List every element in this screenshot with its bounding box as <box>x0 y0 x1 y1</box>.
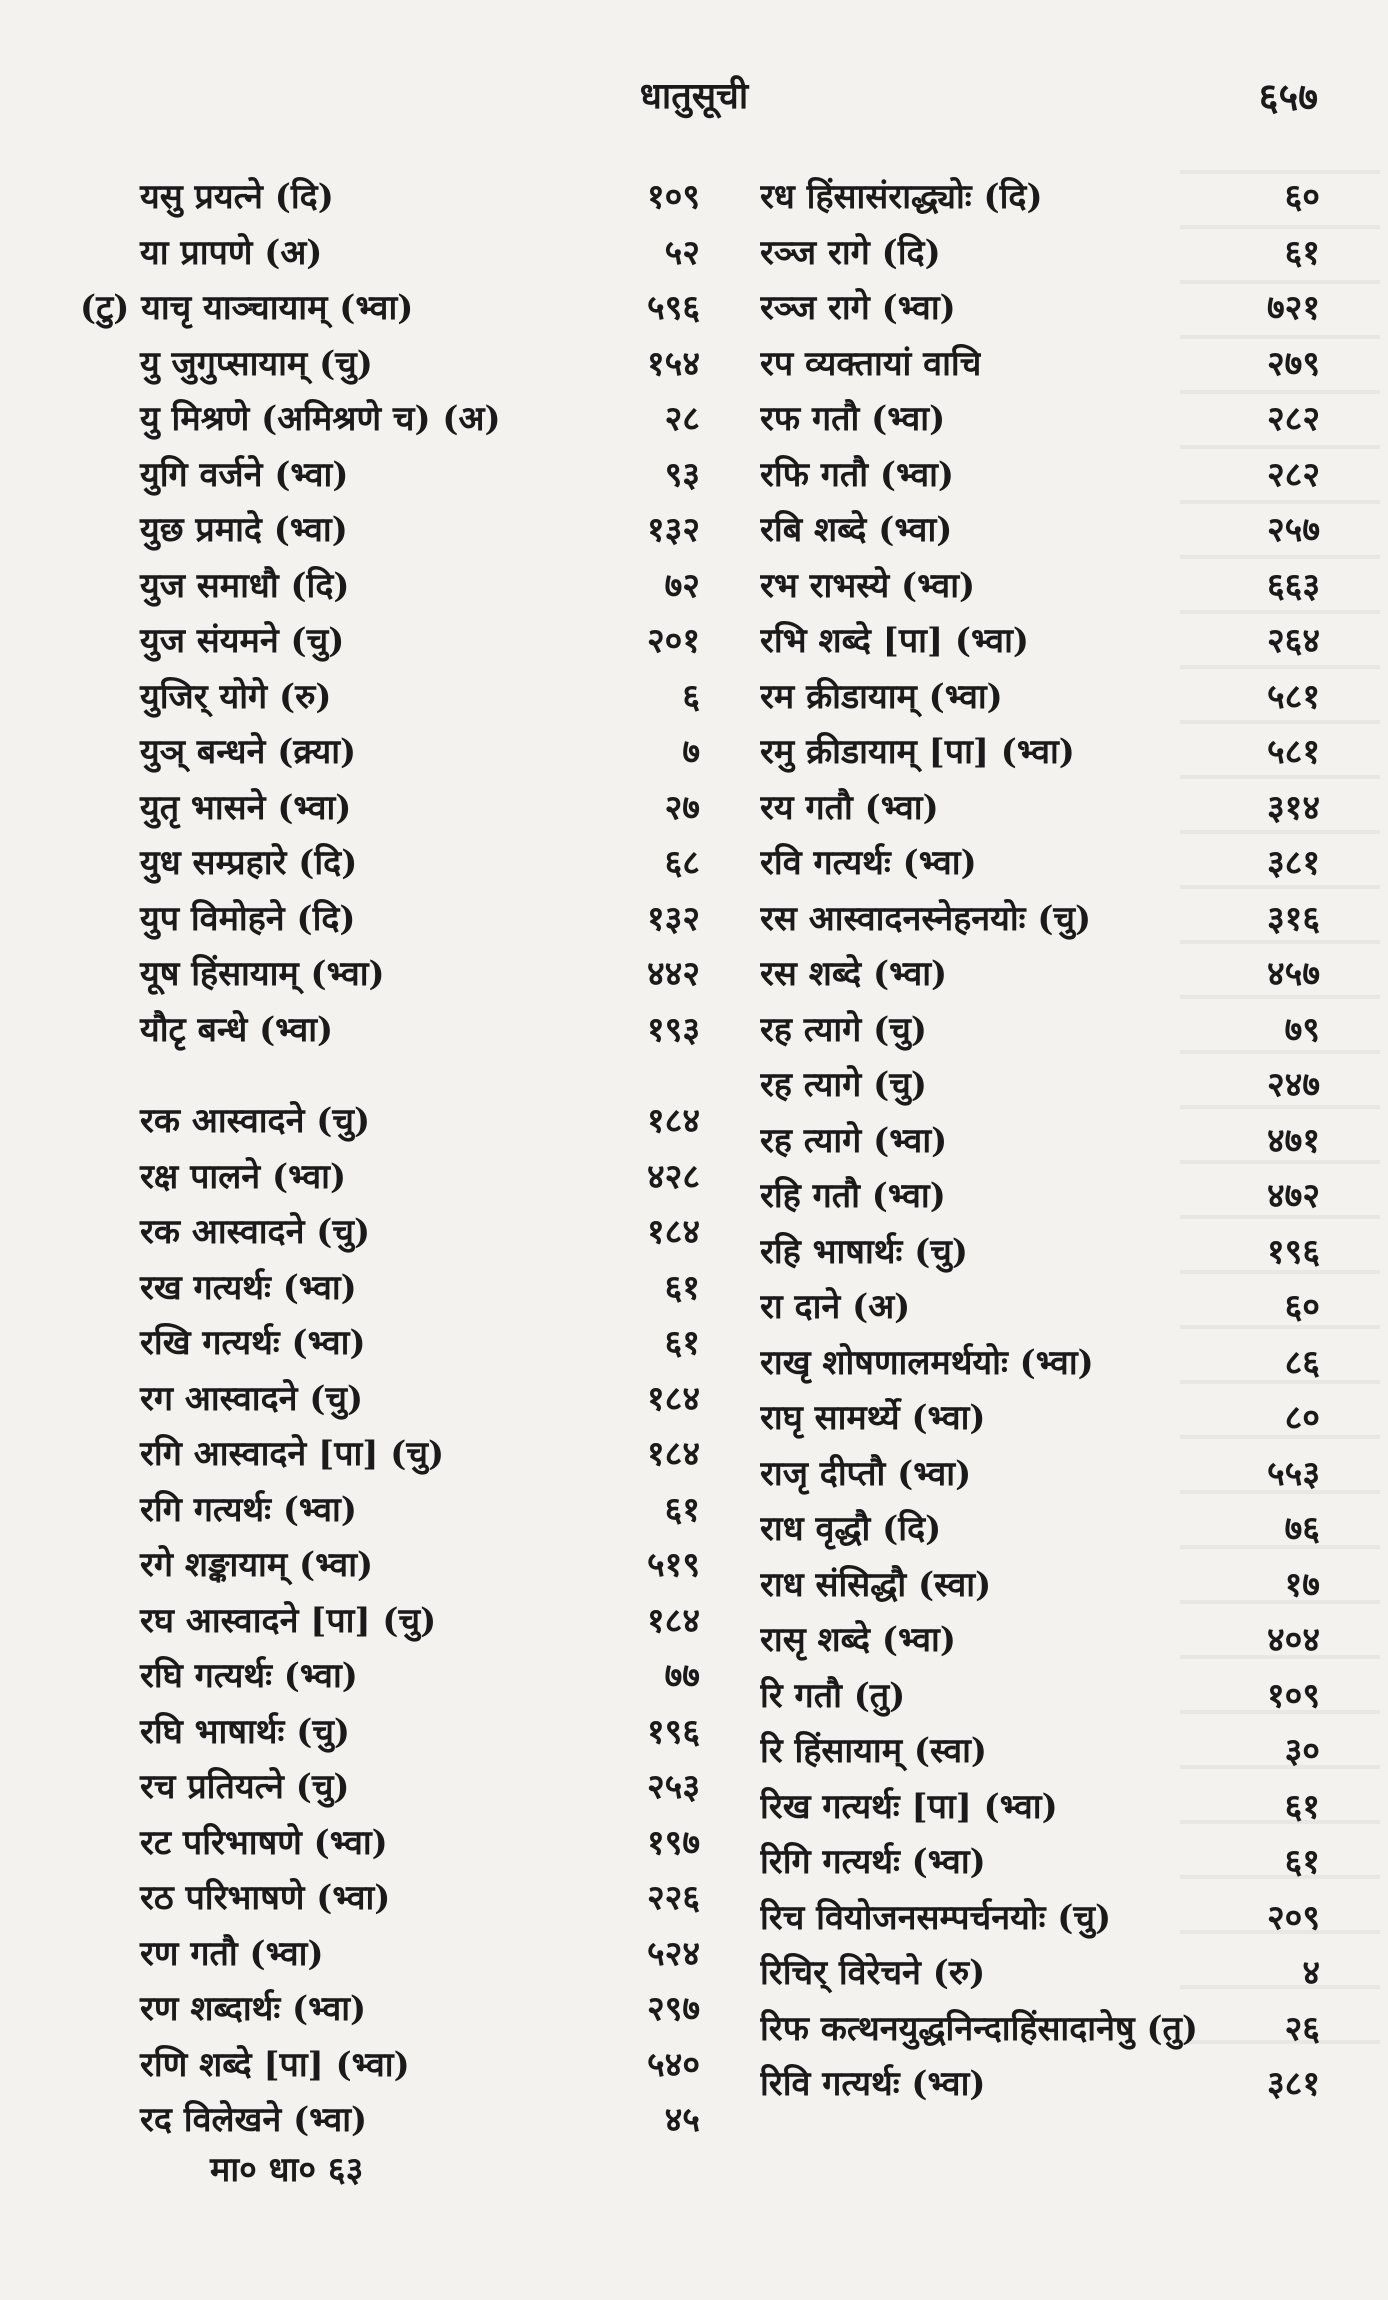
entry-term: रभि शब्दे [पा] (भ्वा) <box>760 621 1029 661</box>
entry-page-ref: ७ <box>682 732 700 772</box>
entry-page-ref: ६० <box>1284 177 1320 217</box>
entry-page-ref: ८६ <box>1284 1342 1320 1383</box>
index-entry <box>760 1114 1320 1170</box>
entry-term: रिफ कत्थनयुद्धनिन्दाहिंसादानेषु (तु) <box>760 2008 1199 2049</box>
index-entry <box>80 670 700 726</box>
entry-term: रम क्रीडायाम् (भ्वा) <box>760 676 1003 717</box>
entry-page-ref: ६१ <box>1284 232 1320 273</box>
entry-term: रखि गत्यर्थः (भ्वा) <box>140 1323 366 1363</box>
entry-term: रफ गतौ (भ्वा) <box>760 399 946 439</box>
index-entry <box>80 1538 700 1594</box>
entry-term: रञ्ज रागे (दि) <box>760 232 941 273</box>
entry-page-ref: ६१ <box>664 1489 700 1530</box>
running-head: धातुसूची <box>639 75 749 117</box>
index-entry <box>80 170 700 226</box>
entry-page-ref: १७ <box>1284 1564 1320 1605</box>
index-entry <box>80 2038 700 2094</box>
entry-page-ref: ७७ <box>664 1656 700 1696</box>
entry-term: युतृ भासने (भ्वा) <box>140 787 352 828</box>
entry-term: रक आस्वादने (चु) <box>140 1101 371 1141</box>
entry-page-ref: ७९ <box>1284 1009 1320 1050</box>
entry-term: रगि गत्यर्थः (भ्वा) <box>140 1489 357 1530</box>
entry-term: रण गतौ (भ्वा) <box>140 1933 324 1974</box>
entry-page-ref: ७२ <box>664 565 700 606</box>
entry-page-ref: ५१९ <box>646 1545 700 1585</box>
index-entry <box>760 1003 1320 1059</box>
entry-term: रस शब्दे (भ्वा) <box>760 954 948 994</box>
right-column <box>760 170 1320 2113</box>
index-entry <box>760 337 1320 393</box>
index-entry <box>80 1427 700 1483</box>
index-entry <box>80 337 700 393</box>
entry-page-ref: ६६३ <box>1266 565 1320 606</box>
entry-term: रध हिंसासंराद्ध्योः (दि) <box>760 177 1043 217</box>
page-number: ६५७ <box>1258 74 1318 119</box>
entry-term: रक्ष पालने (भ्वा) <box>140 1156 347 1197</box>
entry-page-ref: ६० <box>1284 1287 1320 1327</box>
entry-term: राध संसिद्धौ (स्वा) <box>760 1564 992 1605</box>
entry-page-ref: ४०४ <box>1266 1620 1320 1660</box>
entry-page-ref: १८४ <box>646 1378 700 1419</box>
entry-page-ref: ५२ <box>664 232 700 273</box>
index-entry <box>760 1447 1320 1503</box>
entry-page-ref: २०९ <box>1266 1897 1320 1938</box>
index-entry <box>80 1871 700 1927</box>
entry-page-ref: १८४ <box>646 1212 700 1252</box>
index-entry <box>80 1649 700 1705</box>
index-entry <box>760 559 1320 615</box>
entry-term: रघ आस्वादने [पा] (चु) <box>140 1600 437 1641</box>
entry-page-ref: १९३ <box>646 1009 700 1050</box>
entry-term: रबि शब्दे (भ्वा) <box>760 510 953 550</box>
index-entry <box>80 226 700 282</box>
entry-term: रण शब्दार्थः (भ्वा) <box>140 1989 367 2029</box>
entry-page-ref: १३२ <box>646 898 700 939</box>
index-entry <box>80 1003 700 1059</box>
entry-page-ref: १५४ <box>646 343 700 384</box>
entry-page-ref: २८२ <box>1266 399 1320 439</box>
index-entry <box>760 2002 1320 2058</box>
left-column <box>80 170 700 2149</box>
entry-page-ref: ४५७ <box>1266 954 1320 994</box>
index-entry <box>80 892 700 948</box>
index-entry <box>80 559 700 615</box>
index-entry <box>80 1982 700 2038</box>
index-entry <box>760 836 1320 892</box>
entry-term: युछ प्रमादे (भ्वा) <box>140 510 348 550</box>
entry-page-ref: ३८१ <box>1266 843 1320 883</box>
entry-term: रहि भाषार्थः (चु) <box>760 1231 968 1272</box>
entry-term: रिगि गत्यर्थः (भ्वा) <box>760 1842 986 1882</box>
index-entry <box>760 1225 1320 1281</box>
entry-term: युप विमोहने (दि) <box>140 898 356 939</box>
entry-page-ref: २२६ <box>646 1878 700 1918</box>
entry-term: रह त्यागे (चु) <box>760 1065 927 1105</box>
index-entry <box>760 1835 1320 1891</box>
index-entry <box>80 1760 700 1816</box>
index-entry <box>80 503 700 559</box>
entry-term: रख गत्यर्थः (भ्वा) <box>140 1267 357 1308</box>
entry-term: यसु प्रयत्ने (दि) <box>140 177 334 217</box>
index-entry <box>80 836 700 892</box>
index-entry <box>760 947 1320 1003</box>
entry-term: राध वृद्धौ (दि) <box>760 1509 942 1549</box>
index-entry <box>760 1780 1320 1836</box>
index-entry <box>760 2057 1320 2113</box>
entry-page-ref: ४५ <box>664 2100 700 2140</box>
entry-term: रि हिंसायाम् (स्वा) <box>760 1731 988 1771</box>
entry-page-ref: १८४ <box>646 1434 700 1474</box>
entry-page-ref: १९६ <box>1266 1231 1320 1272</box>
entry-page-ref: २९७ <box>646 1989 700 2029</box>
entry-page-ref: ६१ <box>664 1323 700 1363</box>
entry-term: युजिर् योगे (रु) <box>140 676 332 717</box>
entry-term: या प्रापणे (अ) <box>140 232 323 273</box>
entry-term: युज संयमने (चु) <box>140 621 345 661</box>
index-entry <box>80 281 700 337</box>
entry-term: यौटृ बन्धे (भ्वा) <box>140 1009 334 1050</box>
entry-page-ref: ४७२ <box>1266 1176 1320 1216</box>
index-entry <box>80 1205 700 1261</box>
entry-term: युज समाधौ (दि) <box>140 565 350 606</box>
entry-page-ref: १०९ <box>646 177 700 217</box>
entry-page-ref: ५५३ <box>1266 1453 1320 1494</box>
entry-term: रिवि गत्यर्थः (भ्वा) <box>760 2064 986 2104</box>
index-entry <box>760 392 1320 448</box>
entry-term: यु मिश्रणे (अमिश्रणे च) (अ) <box>140 399 501 439</box>
signature-mark: मा० धा० ६३ <box>210 2150 364 2190</box>
entry-page-ref: २४७ <box>1266 1065 1320 1105</box>
index-entry <box>760 1891 1320 1947</box>
entry-page-ref: ४ <box>1302 1953 1320 1993</box>
entry-page-ref: ६१ <box>664 1267 700 1308</box>
entry-page-ref: २७९ <box>1266 343 1320 384</box>
entry-term: रघि भाषार्थः (चु) <box>140 1711 351 1752</box>
index-entry <box>760 1724 1320 1780</box>
entry-page-ref: २८२ <box>1266 454 1320 495</box>
entry-term: राजृ दीप्तौ (भ्वा) <box>760 1453 972 1494</box>
entry-term: रप व्यक्तायां वाचि <box>760 343 982 384</box>
entry-page-ref: २६४ <box>1266 621 1320 661</box>
entry-page-ref: ६१ <box>1284 1842 1320 1882</box>
entry-term: रग आस्वादने (चु) <box>140 1378 364 1419</box>
entry-term: रहि गतौ (भ्वा) <box>760 1176 946 1216</box>
entry-term: रगे शङ्कायाम् (भ्वा) <box>140 1545 374 1585</box>
entry-term: रञ्ज रागे (भ्वा) <box>760 288 956 328</box>
index-entry <box>760 1058 1320 1114</box>
entry-page-ref: ५२४ <box>646 1933 700 1974</box>
entry-term: राघृ सामर्थ्ये (भ्वा) <box>760 1398 986 1438</box>
index-entry <box>80 1316 700 1372</box>
entry-term: युगि वर्जने (भ्वा) <box>140 454 349 495</box>
entry-page-ref: ९३ <box>664 454 700 495</box>
index-entry <box>80 1927 700 1983</box>
entry-term: रिचिर् विरेचने (रु) <box>760 1953 986 1993</box>
index-entry <box>80 1150 700 1206</box>
entry-page-ref: १८४ <box>646 1600 700 1641</box>
index-entry <box>80 1483 700 1539</box>
entry-page-ref: २५७ <box>1266 510 1320 550</box>
index-entry <box>80 1816 700 1872</box>
entry-term: रट परिभाषणे (भ्वा) <box>140 1822 388 1863</box>
index-entry <box>80 392 700 448</box>
entry-page-ref: ३० <box>1284 1731 1320 1771</box>
index-entry <box>80 725 700 781</box>
index-entry <box>760 448 1320 504</box>
index-entry <box>760 1336 1320 1392</box>
index-entry <box>760 892 1320 948</box>
entry-page-ref: ५८१ <box>1266 676 1320 717</box>
entry-page-ref: ५८१ <box>1266 732 1320 772</box>
entry-term: रि गतौ (तु) <box>760 1675 906 1716</box>
page-header <box>0 70 1388 130</box>
entry-term: रद विलेखने (भ्वा) <box>140 2100 368 2140</box>
entry-term: रघि गत्यर्थः (भ्वा) <box>140 1656 358 1696</box>
index-entry <box>760 781 1320 837</box>
entry-term: रिख गत्यर्थः [पा] (भ्वा) <box>760 1786 1058 1827</box>
index-entry <box>760 725 1320 781</box>
index-entry <box>760 1613 1320 1669</box>
entry-term: रणि शब्दे [पा] (भ्वा) <box>140 2044 410 2085</box>
entry-term: युध सम्प्रहारे (दि) <box>140 843 358 883</box>
entry-page-ref: २८ <box>664 399 700 439</box>
entry-term: रह त्यागे (भ्वा) <box>760 1120 948 1161</box>
entry-term: रच प्रतियत्ने (चु) <box>140 1767 350 1807</box>
entry-page-ref: १९७ <box>646 1822 700 1863</box>
entry-page-ref: ३१६ <box>1266 898 1320 939</box>
index-entry <box>760 503 1320 559</box>
entry-page-ref: ४४२ <box>646 954 700 994</box>
entry-page-ref: ५४० <box>646 2044 700 2085</box>
entry-page-ref: ६८ <box>664 843 700 883</box>
entry-term: रिच वियोजनसम्पर्चनयोः (चु) <box>760 1897 1112 1938</box>
entry-term: (टु) याचृ याञ्चायाम् (भ्वा) <box>80 288 414 328</box>
entry-term: रह त्यागे (चु) <box>760 1009 927 1050</box>
index-entry <box>760 281 1320 337</box>
entry-term: रस आस्वादनस्नेहनयोः (चु) <box>760 898 1092 939</box>
index-entry <box>760 1946 1320 2002</box>
index-entry <box>760 1391 1320 1447</box>
entry-page-ref: ६ <box>682 676 700 717</box>
entry-term: यूष हिंसायाम् (भ्वा) <box>140 954 385 994</box>
entry-page-ref: ७६ <box>1284 1509 1320 1549</box>
index-entry <box>80 448 700 504</box>
entry-page-ref: २७ <box>664 787 700 828</box>
entry-term: युञ् बन्धने (क्र्या) <box>140 732 357 772</box>
entry-page-ref: १०९ <box>1266 1675 1320 1716</box>
entry-term: रभ राभस्ये (भ्वा) <box>760 565 976 606</box>
entry-page-ref: १३२ <box>646 510 700 550</box>
index-entry <box>80 781 700 837</box>
entry-term: रफि गतौ (भ्वा) <box>760 454 954 495</box>
entry-page-ref: ५९६ <box>646 288 700 328</box>
entry-term: राखृ शोषणालमर्थयोः (भ्वा) <box>760 1342 1094 1383</box>
entry-term: रगि आस्वादने [पा] (चु) <box>140 1434 445 1474</box>
entry-term: रठ परिभाषणे (भ्वा) <box>140 1878 391 1918</box>
index-entry <box>760 170 1320 226</box>
entry-page-ref: ६१ <box>1284 1786 1320 1827</box>
entry-term: रमु क्रीडायाम् [पा] (भ्वा) <box>760 732 1075 772</box>
entry-term: रक आस्वादने (चु) <box>140 1212 371 1252</box>
entry-page-ref: १९६ <box>646 1711 700 1752</box>
index-entry <box>80 2093 700 2149</box>
entry-page-ref: ३१४ <box>1266 787 1320 828</box>
index-entry <box>80 1261 700 1317</box>
index-entry <box>80 947 700 1003</box>
index-entry <box>760 614 1320 670</box>
index-entry <box>760 1169 1320 1225</box>
entry-page-ref: २०१ <box>646 621 700 661</box>
entry-page-ref: २६ <box>1284 2008 1320 2049</box>
entry-term: रा दाने (अ) <box>760 1287 911 1327</box>
entry-page-ref: २५३ <box>646 1767 700 1807</box>
index-entry <box>760 1502 1320 1558</box>
index-entry <box>760 1558 1320 1614</box>
index-entry <box>80 1094 700 1150</box>
entry-term: रवि गत्यर्थः (भ्वा) <box>760 843 977 883</box>
index-entry <box>760 670 1320 726</box>
entry-term: रय गतौ (भ्वा) <box>760 787 939 828</box>
index-entry <box>80 1594 700 1650</box>
index-entry <box>80 1372 700 1428</box>
index-entry <box>760 226 1320 282</box>
entry-page-ref: ८० <box>1284 1398 1320 1438</box>
index-entry <box>80 614 700 670</box>
index-entry <box>80 1705 700 1761</box>
entry-page-ref: १८४ <box>646 1101 700 1141</box>
index-entry <box>760 1669 1320 1725</box>
entry-term: यु जुगुप्सायाम् (चु) <box>140 343 373 384</box>
entry-page-ref: ४७१ <box>1266 1120 1320 1161</box>
entry-page-ref: ७२१ <box>1266 288 1320 328</box>
entry-page-ref: ४२८ <box>646 1156 700 1197</box>
entry-page-ref: ३८१ <box>1266 2064 1320 2104</box>
entry-term: रासृ शब्दे (भ्वा) <box>760 1620 956 1660</box>
index-entry <box>760 1280 1320 1336</box>
